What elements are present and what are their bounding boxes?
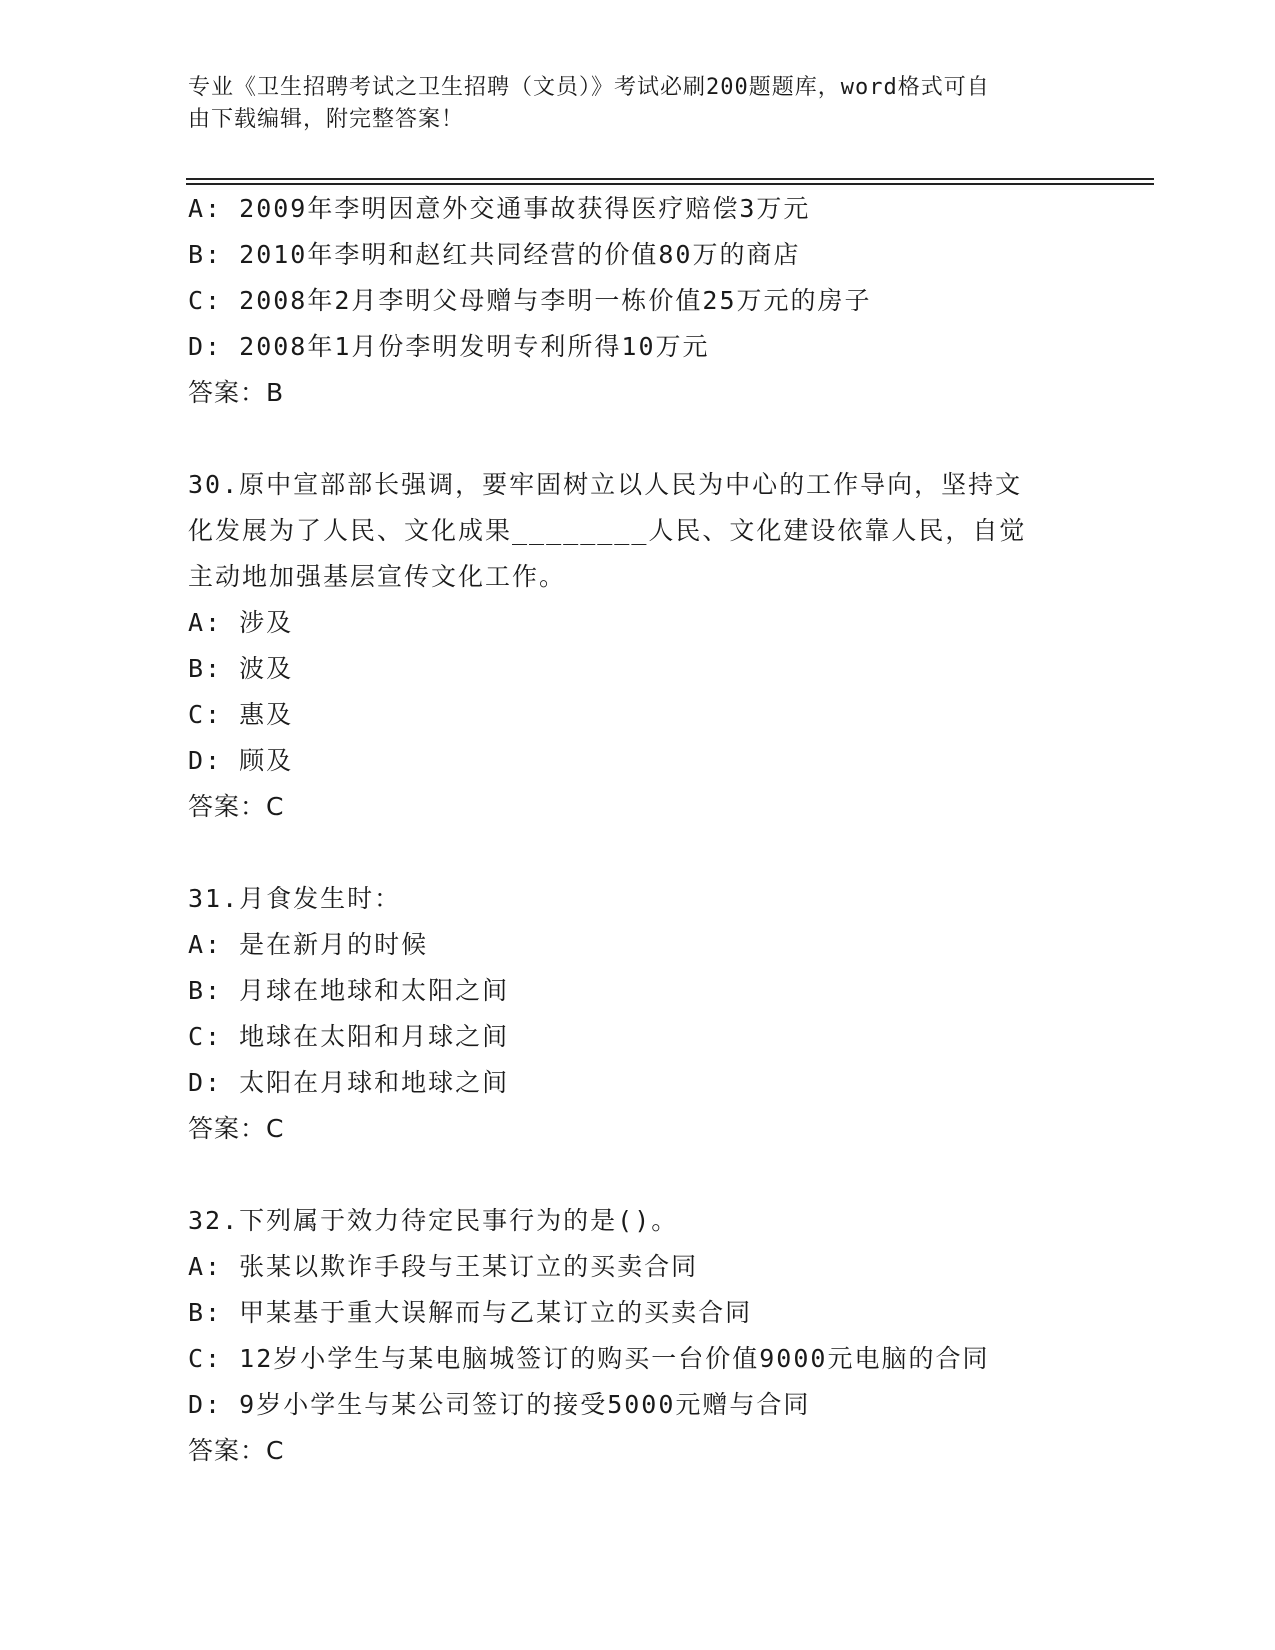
question-spacer bbox=[188, 416, 1088, 462]
q30-answer: 答案：C bbox=[188, 792, 285, 821]
q31-answer: 答案：C bbox=[188, 1114, 285, 1143]
q32-answer: 答案：C bbox=[188, 1436, 285, 1465]
q30-stem-line-1: 30.原中宣部部长强调，要牢固树立以人民为中心的工作导向，坚持文 bbox=[188, 470, 1023, 499]
q31-option-a: A: 是在新月的时候 bbox=[188, 930, 429, 959]
q30-option-c: C: 惠及 bbox=[188, 700, 294, 729]
q29-answer: 答案：B bbox=[188, 378, 285, 407]
q30-stem-line-2: 化发展为了人民、文化成果________人民、文化建设依靠人民，自觉 bbox=[188, 516, 1027, 545]
header-divider-bottom bbox=[186, 183, 1154, 185]
q32-option-c: C: 12岁小学生与某电脑城签订的购买一台价值9000元电脑的合同 bbox=[188, 1344, 990, 1373]
q32-option-b: B: 甲某基于重大误解而与乙某订立的买卖合同 bbox=[188, 1298, 753, 1327]
q31-option-c: C: 地球在太阳和月球之间 bbox=[188, 1022, 510, 1051]
q30-option-d: D: 顾及 bbox=[188, 746, 294, 775]
q29-option-a: A: 2009年李明因意外交通事故获得医疗赔偿3万元 bbox=[188, 194, 811, 223]
q32-stem-line-1: 32.下列属于效力待定民事行为的是()。 bbox=[188, 1206, 679, 1235]
q29-option-b: B: 2010年李明和赵红共同经营的价值80万的商店 bbox=[188, 240, 801, 269]
header-line-2: 由下载编辑，附完整答案！ bbox=[188, 107, 465, 132]
question-31 bbox=[188, 876, 1088, 1152]
q32-option-d: D: 9岁小学生与某公司签订的接受5000元赠与合同 bbox=[188, 1390, 811, 1419]
question-spacer bbox=[188, 830, 1088, 876]
document-header bbox=[188, 72, 1078, 136]
header-line-1: 专业《卫生招聘考试之卫生招聘（文员）》考试必刷200题题库，word格式可自 bbox=[188, 75, 990, 100]
q31-stem-line-1: 31.月食发生时： bbox=[188, 884, 402, 913]
q30-stem-line-3: 主动地加强基层宣传文化工作。 bbox=[188, 562, 567, 591]
question-spacer bbox=[188, 1152, 1088, 1198]
q32-option-a: A: 张某以欺诈手段与王某订立的买卖合同 bbox=[188, 1252, 699, 1281]
question-30 bbox=[188, 462, 1088, 830]
q29-option-d: D: 2008年1月份李明发明专利所得10万元 bbox=[188, 332, 710, 361]
header-divider-top bbox=[186, 178, 1154, 180]
q29-option-c: C: 2008年2月李明父母赠与李明一栋价值25万元的房子 bbox=[188, 286, 872, 315]
q30-option-a: A: 涉及 bbox=[188, 608, 294, 637]
question-32 bbox=[188, 1198, 1088, 1474]
q31-option-b: B: 月球在地球和太阳之间 bbox=[188, 976, 510, 1005]
question-29 bbox=[188, 186, 1088, 416]
question-list bbox=[188, 186, 1088, 1474]
q30-option-b: B: 波及 bbox=[188, 654, 294, 683]
q31-option-d: D: 太阳在月球和地球之间 bbox=[188, 1068, 510, 1097]
